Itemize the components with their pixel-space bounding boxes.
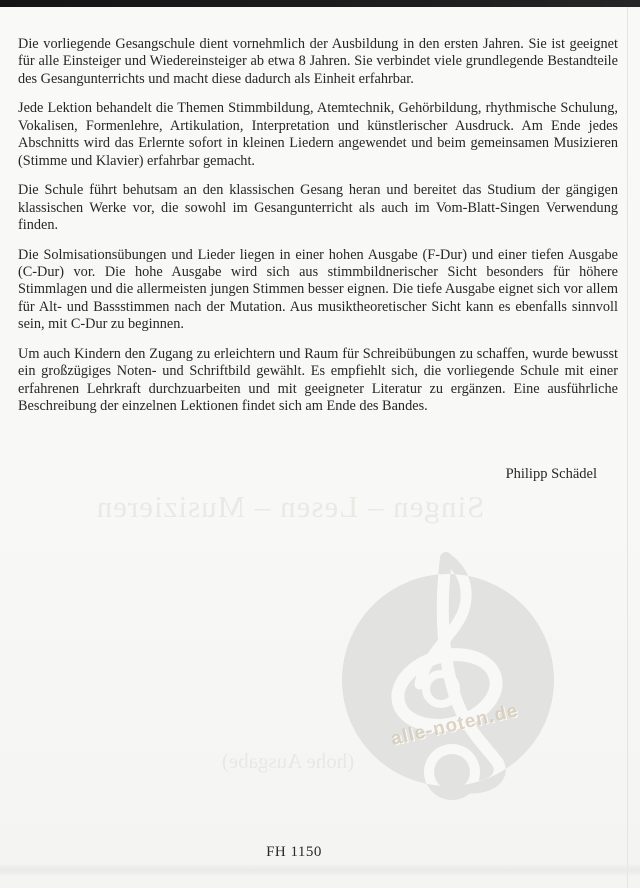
showthrough-subtitle-mirrored: (hohe Ausgabe)	[221, 749, 355, 773]
scan-shadow-bottom	[0, 863, 640, 876]
preface-text	[18, 36, 618, 428]
watermark-site-text: alle-noten.de	[389, 700, 521, 751]
paragraph-2: Jede Lektion behandelt die Themen Stimmbildung, Atemtechnik, Gehörbildung, rhythmische Schulung, Vokalisen, Formenlehre, Artikulation, Interpretation und künstlerischer Ausdruck. Am Ende jedes Abschnitts wird das Erlernte sofort in kleinen Liedern angewendet und beim gemeinsamen Musizieren (Stimme und Klavier) erfahrbar gemacht.	[18, 100, 618, 169]
edition-number: FH 1150	[266, 844, 322, 860]
page-edge-line	[627, 7, 628, 888]
showthrough-title-mirrored: Singen – Lesen – Musizieren	[95, 489, 485, 524]
scan-edge-top	[0, 0, 640, 7]
paragraph-5: Um auch Kindern den Zugang zu erleichtern und Raum für Schreibübungen zu schaffen, wurde bewusst ein großzügiges Noten- und Schriftbild gewählt. Es empfiehlt sich, die vorliegende Schule mit einer erfahrenen Lehrkraft durchzuarbeiten und mit geeigneter Literatur zu ergänzen. Eine ausführliche Beschreibung der einzelnen Lektionen findet sich am Ende des Bandes.	[18, 345, 618, 415]
paragraph-3: Die Schule führt behutsam an den klassischen Gesang heran und bereitet das Studium der gängigen klassischen Werke vor, die sowohl im Gesangunterricht als auch im Vom-Blatt-Singen Verwendung finden.	[18, 182, 618, 234]
paragraph-4: Die Solmisationsübungen und Lieder liegen in einer hohen Ausgabe (F-Dur) und einer tiefen Ausgabe (C-Dur) vor. Die hohe Ausgabe wird sich aus stimmbildnerischer Sicht besonders für höhere Stimmlagen und die allermeisten jungen Stimmen besser eignen. Die tiefe Ausgabe eignet sich vor allem für Alt- und Bassstimmen nach der Mutation. Aus musiktheoretischer Sicht kann es ebenfalls sinnvoll sein, mit C-Dur zu beginnen.	[18, 246, 618, 333]
paragraph-1: Die vorliegende Gesangschule dient vornehmlich der Ausbildung in den ersten Jahren. Sie ist geeignet für alle Einsteiger und Wiedereinsteiger ab etwa 8 Jahren. Sie verbindet viele grundlegende Bestandteile des Gesangunterrichts und macht diese dadurch als Einheit erfahrbar.	[18, 36, 618, 87]
author-signature: Philipp Schädel	[505, 466, 597, 482]
